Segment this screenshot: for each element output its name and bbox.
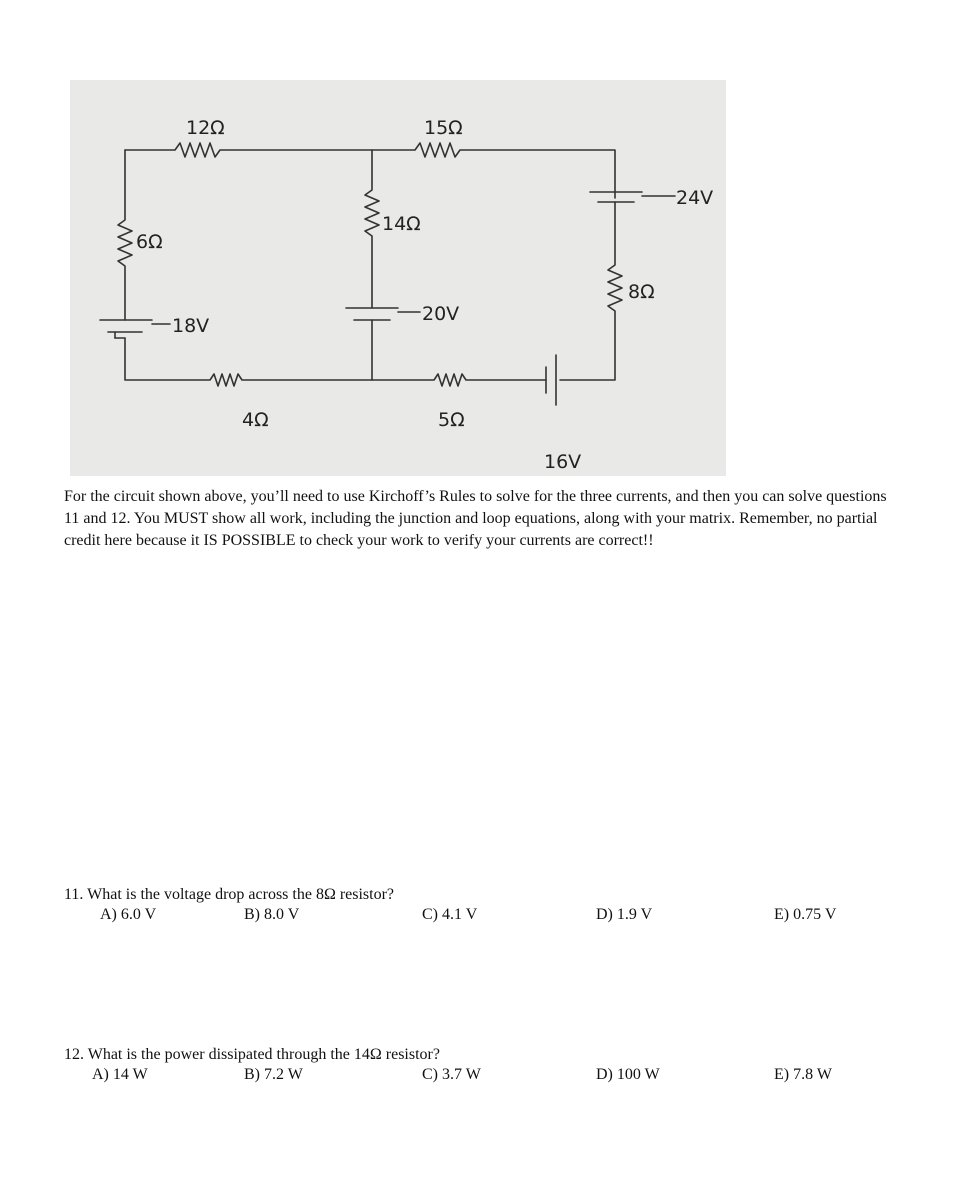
instructions-paragraph: For the circuit shown above, you’ll need to use Kirchoff’s Rules to solve for the three currents, and then you can solve questions 11 and 12. You MUST show all work, including the junction and loop equations, along with your matrix. Remember, no partial credit here because it IS POSSIBLE to check your work to verify your currents are correct!!	[64, 488, 887, 549]
question-11-option-c: C) 4.1 V	[422, 906, 478, 923]
label-24-volt: 24V	[676, 187, 714, 209]
question-11-option-e: E) 0.75 V	[774, 906, 837, 923]
question-12-option-b: B) 7.2 W	[244, 1066, 303, 1083]
label-12-ohm: 12Ω	[186, 117, 225, 139]
question-12-option-c: C) 3.7 W	[422, 1066, 481, 1083]
top-wire	[125, 143, 615, 198]
label-6-ohm: 6Ω	[136, 231, 163, 253]
label-18-volt: 18V	[172, 315, 210, 337]
question-11-option-a: A) 6.0 V	[100, 906, 157, 923]
label-16-volt: 16V	[544, 451, 582, 473]
question-12-text: 12. What is the power dissipated through the 14Ω resistor?	[64, 1046, 440, 1063]
circuit-diagram	[70, 80, 726, 476]
question-12-option-d: D) 100 W	[596, 1066, 660, 1083]
label-15-ohm: 15Ω	[424, 117, 463, 139]
question-11-option-d: D) 1.9 V	[596, 906, 653, 923]
middle-wire	[365, 150, 379, 308]
label-4-ohm: 4Ω	[242, 409, 269, 431]
right-wire	[560, 202, 622, 380]
circuit-photo	[70, 80, 726, 476]
label-20-volt: 20V	[422, 303, 460, 325]
question-12-option-a: A) 14 W	[92, 1066, 148, 1083]
question-11-option-b: B) 8.0 V	[244, 906, 300, 923]
label-8-ohm: 8Ω	[628, 281, 655, 303]
question-11-text: 11. What is the voltage drop across the 8Ω resistor?	[64, 886, 395, 903]
label-5-ohm: 5Ω	[438, 409, 465, 431]
bottom-wire	[125, 338, 546, 386]
left-wire	[118, 150, 132, 320]
question-12-option-e: E) 7.8 W	[774, 1066, 832, 1083]
label-14-ohm: 14Ω	[382, 213, 421, 235]
